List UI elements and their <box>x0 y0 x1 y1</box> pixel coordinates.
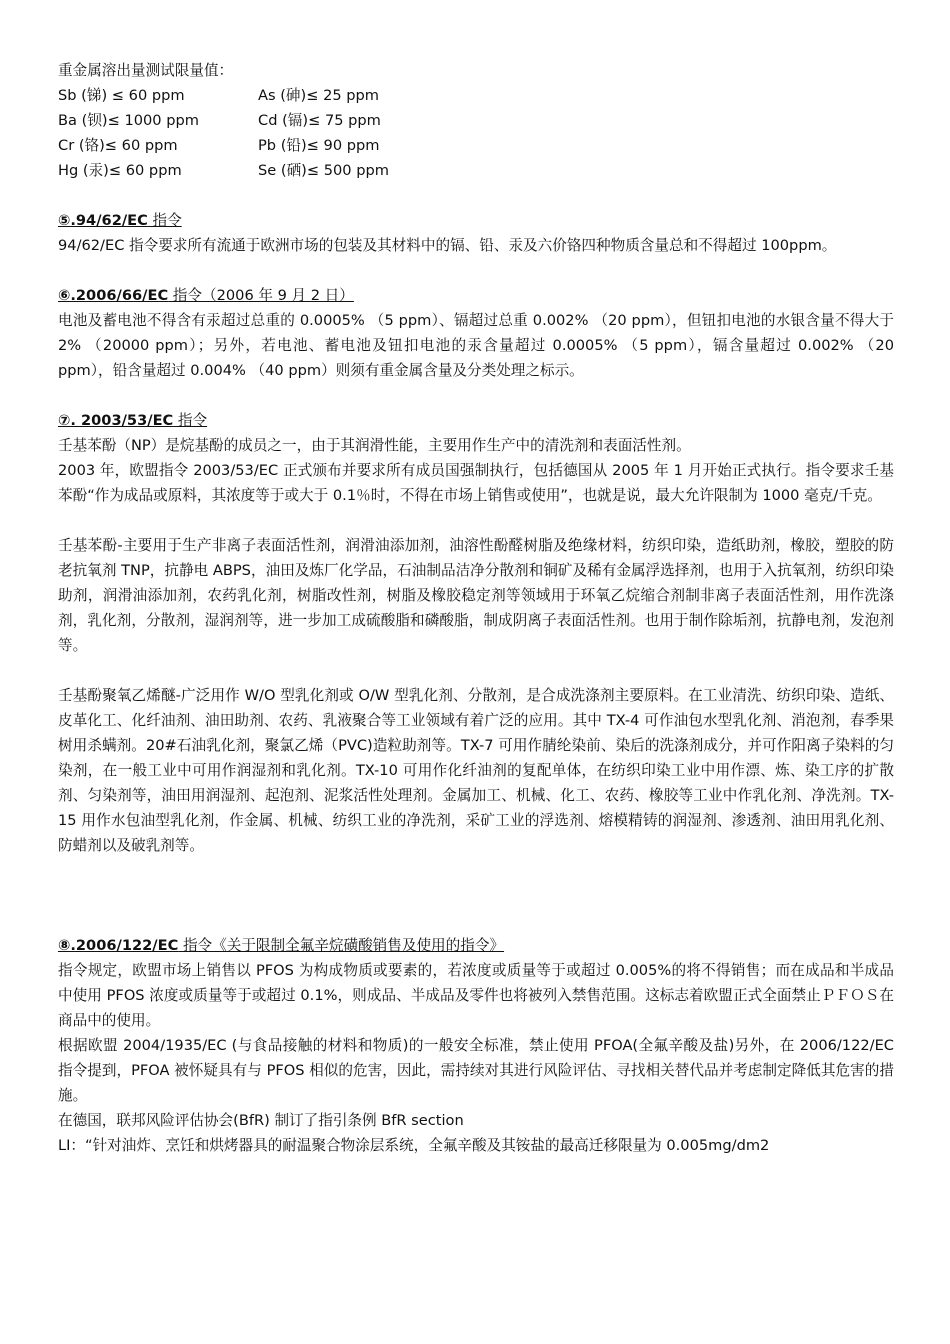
paragraph: 根据欧盟 2004/1935/EC (与食品接触的材料和物质)的一般安全标准，禁止使用 PFOA(全氟辛酸及盐)另外，在 2006/122/EC 指令提到，PFOA 被怀疑具有与 PFOS 相似的危害，因此，需持续对其进行风险评估、寻找相关替代品并考虑制定降低其危害的措施。 <box>58 1037 894 1104</box>
heading-title: 指令（2006 年 9 月 2 日） <box>168 287 354 304</box>
section-heading-2006-66-ec <box>58 283 894 308</box>
metal-limit-sb: Sb (锑) ≤ 60 ppm <box>58 87 185 104</box>
section-heading-2006-122-ec <box>58 933 894 958</box>
paragraph: 指令规定，欧盟市场上销售以 PFOS 为构成物质或要素的，若浓度或质量等于或超过 0.005%的将不得销售；而在成品和半成品中使用 PFOS 浓度或质量等于或超过 0.1%，则成品、半成品及零件也将被列入禁售范围。这标志着欧盟正式全面禁止ＰＦＯＳ在商品中的使用。 <box>58 962 894 1029</box>
heading-code: ⑥.2006/66/EC <box>58 287 169 304</box>
heavy-metals-title: 重金属溶出量测试限量值： <box>58 62 234 79</box>
heading-title: 指令 <box>173 412 208 429</box>
metal-limit-cr: Cr (铬)≤ 60 ppm <box>58 137 178 154</box>
section-heading-94-62-ec <box>58 208 894 233</box>
section-body-2006-122-ec <box>58 958 894 1158</box>
metal-row <box>58 133 894 158</box>
paragraph: 壬基苯酚（NP）是烷基酚的成员之一，由于其润滑性能，主要用作生产中的清洗剂和表面活性剂。 <box>58 437 691 454</box>
paragraph: 在德国，联邦风险评估协会(BfR) 制订了指引条例 BfR section <box>58 1112 464 1129</box>
metal-row <box>58 158 894 183</box>
metal-limit-se: Se (硒)≤ 500 ppm <box>258 162 389 179</box>
heading-code: ⑤.94/62/EC <box>58 212 148 229</box>
section-body-2006-66-ec <box>58 308 894 383</box>
metal-limit-cd: Cd (镉)≤ 75 ppm <box>258 112 381 129</box>
paragraph: 壬基苯酚-主要用于生产非离子表面活性剂，润滑油添加剂，油溶性酚醛树脂及绝缘材料，纺织印染，造纸助剂，橡胶，塑胶的防老抗氧剂 TNP，抗静电 ABPS，油田及炼厂化学品，石油制品洁净分散剂和铜矿及稀有金属浮选择剂，也用于入抗氧剂，纺织印染助剂，润滑油添加剂，农药乳化剂，树脂改性剂，树脂及橡胶稳定剂等领域用于环氧乙烷缩合剂制非离子表面活性剂，用作洗涤剂，乳化剂，分散剂，湿润剂等，进一步加工成硫酸脂和磷酸脂，制成阴离子表面活性剂。也用于制作除垢剂，抗静电剂，发泡剂等。 <box>58 537 894 654</box>
heading-code: ⑦. 2003/53/EC <box>58 412 174 429</box>
metal-row <box>58 108 894 133</box>
section-heading-2003-53-ec <box>58 408 894 433</box>
metal-limit-as: As (砷)≤ 25 ppm <box>258 87 380 104</box>
paragraph: 94/62/EC 指令要求所有流通于欧洲市场的包装及其材料中的镉、铅、汞及六价铬四种物质含量总和不得超过 100ppm。 <box>58 237 837 254</box>
paragraph: 电池及蓄电池不得含有汞超过总重的 0.0005% （5 ppm）、镉超过总重 0.002% （20 ppm），但钮扣电池的水银含量不得大于 2% （20000 ppm）；另外，若电池、蓄电池及钮扣电池的汞含量超过 0.0005% （5 ppm），镉含量超过 0.002% （20 ppm），铅含量超过 0.004% （40 ppm）则须有重金属含量及分类处理之标示。 <box>58 312 894 379</box>
paragraph: LI：“针对油炸、烹饪和烘烤器具的耐温聚合物涂层系统，全氟辛酸及其铵盐的最高迁移限量为 0.005mg/dm2 <box>58 1137 770 1154</box>
section-body-2003-53-ec <box>58 433 894 508</box>
paragraph: 2003 年，欧盟指令 2003/53/EC 正式颁布并要求所有成员国强制执行，包括德国从 2005 年 1 月开始正式执行。指令要求壬基苯酚“作为成品或原料，其浓度等于或大于 0.1％时，不得在市场上销售或使用”，也就是说，最大允许限制为 1000 毫克/千克。 <box>58 462 894 504</box>
metal-limit-pb: Pb (铅)≤ 90 ppm <box>258 137 380 154</box>
section-body-94-62-ec <box>58 233 894 258</box>
nonylphenol-ethoxylate-block <box>58 683 894 858</box>
heading-title: 指令 <box>147 212 182 229</box>
metal-limit-ba: Ba (钡)≤ 1000 ppm <box>58 112 199 129</box>
heading-title: 指令《关于限制全氟辛烷磺酸销售及使用的指令》 <box>178 937 505 954</box>
document-page <box>58 58 894 1158</box>
metal-limit-hg: Hg (汞)≤ 60 ppm <box>58 162 182 179</box>
metal-row <box>58 83 894 108</box>
heading-code: ⑧.2006/122/EC <box>58 937 179 954</box>
nonylphenol-uses-block <box>58 533 894 658</box>
paragraph: 壬基酚聚氧乙烯醚-广泛用作 W/O 型乳化剂或 O/W 型乳化剂、分散剂，是合成洗涤剂主要原料。在工业清洗、纺织印染、造纸、皮革化工、化纤油剂、油田助剂、农药、乳液聚合等工业领域有着广泛的应用。其中 TX-4 可作油包水型乳化剂、消泡剂，春季果树用杀螨剂。20#石油乳化剂，聚氯乙烯（PVC)造粒助剂等。TX-7 可用作腈纶染前、染后的洗涤剂成分，并可作阳离子染料的匀染剂，在一般工业中可用作润湿剂和乳化剂。TX-10 可用作化纤油剂的复配单体，在纺织印染工业中用作漂、炼、染工序的扩散剂、匀染剂等，油田用润湿剂、起泡剂、泥浆活性处理剂。金属加工、机械、化工、农药、橡胶等工业中作乳化剂、净洗剂。TX-15 用作水包油型乳化剂，作金属、机械、纺织工业的净洗剂，采矿工业的浮选剂、熔模精铸的润湿剂、渗透剂、油田用乳化剂、防蜡剂以及破乳剂等。 <box>58 687 894 854</box>
